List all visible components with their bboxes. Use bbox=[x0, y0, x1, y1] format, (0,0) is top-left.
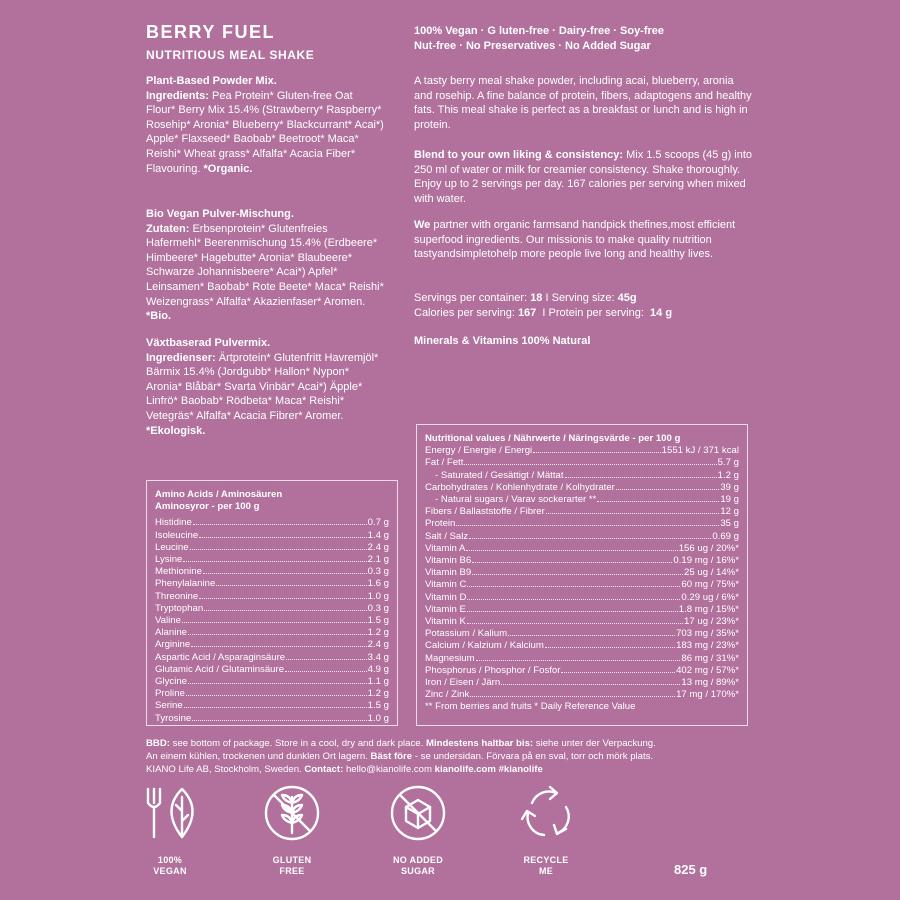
calories-value: 167 bbox=[517, 306, 537, 319]
nutrient-value: 0.29 ug / 6%* bbox=[681, 591, 739, 603]
nutrient-name: Protein bbox=[425, 518, 456, 530]
amino-value: 1.6 g bbox=[367, 578, 389, 590]
ingredients-label: Ingredienser: bbox=[146, 351, 216, 364]
nutrition-footnote: ** From berries and fruits * Daily Reference Value bbox=[425, 701, 636, 713]
amino-value: 2.4 g bbox=[367, 639, 389, 651]
nutrient-name: Magnesium bbox=[425, 652, 475, 664]
nutrient-value: 183 mg / 23%* bbox=[676, 640, 739, 652]
organic-note: *Organic. bbox=[203, 162, 253, 175]
net-weight: 825 g bbox=[674, 862, 708, 877]
mission-statement bbox=[414, 218, 754, 262]
contact-line: KIANO Life AB, Stockholm, Sweden. Contact: hello@kianolife.com kianolife.com #kianolife bbox=[146, 764, 543, 775]
ingredients-label: Ingredients: bbox=[146, 89, 209, 102]
nutrient-name: Vitamin K bbox=[425, 616, 466, 628]
nutrient-name: Iron / Eisen / Järn bbox=[425, 677, 501, 689]
amino-value: 1.5 g bbox=[367, 700, 389, 712]
badge-no-added-sugar bbox=[382, 783, 454, 877]
dot-leader bbox=[561, 671, 675, 673]
website: kianolife.com #kianolife bbox=[434, 764, 543, 775]
amino-title-1: Amino Acids / Aminosäuren bbox=[155, 489, 283, 500]
dot-leader bbox=[501, 683, 680, 685]
dot-leader bbox=[508, 634, 675, 636]
dot-leader bbox=[285, 670, 367, 672]
no-sugar-icon bbox=[382, 783, 454, 843]
ingredients-text: Pea Protein* Gluten-free Oat Flour* Berry Mix 15.4% (Strawberry* Raspberry* Rosehip* Aronia* Blueberry* Blackcurrant* Acai*) Apple* Flaxseed* Baobab* Beetroot* Maca* Reishi* Wheat grass* Alfalfa* Acacia Fiber* Flavouring. bbox=[146, 89, 384, 175]
nutrient-name: Calcium / Kalzium / Kalcium bbox=[425, 640, 544, 652]
dot-leader bbox=[470, 695, 675, 697]
dot-leader bbox=[533, 451, 660, 453]
dot-leader bbox=[204, 609, 366, 611]
amino-name: Threonine bbox=[155, 590, 199, 602]
claims-line-1: 100% Vegan · G luten-free · Dairy-free · Soy-free bbox=[414, 25, 665, 37]
amino-name: Proline bbox=[155, 688, 185, 700]
amino-name: Tyrosine bbox=[155, 712, 192, 724]
amino-row bbox=[155, 627, 389, 639]
nutrient-name: Vitamin B9 bbox=[425, 567, 472, 579]
amino-value: 2.4 g bbox=[367, 541, 389, 553]
nutrient-name: Vitamin A bbox=[425, 542, 466, 554]
dot-leader bbox=[467, 585, 680, 587]
amino-name: Serine bbox=[155, 700, 183, 712]
servings-count: 18 bbox=[530, 292, 543, 304]
nutrient-row bbox=[425, 628, 739, 640]
badge-gluten-free bbox=[256, 783, 328, 877]
ingredients-text: Erbsenprotein* Glutenfreies Hafermehl* Beerenmischung 15.4% (Erdbeere* Himbeere* Hagebutte* Aronia* Blaubeere* Schwarze Johannisbeere* Acai*) Apfel* Leinsamen* Baobab* Rote Beete* Maca* Reishi* Weizengrass* Alfalfa* Akazienfaser* Aromen. bbox=[146, 222, 384, 308]
nutrient-value: 0.19 mg / 16%* bbox=[673, 555, 739, 567]
nutrient-name: Fat / Fett bbox=[425, 457, 464, 469]
amino-value: 1.1 g bbox=[367, 676, 389, 688]
ingredients-label: Zutaten: bbox=[146, 222, 190, 235]
dot-leader bbox=[199, 597, 366, 599]
badge-vegan-label: 100% VEGAN bbox=[153, 855, 187, 876]
ingredients-text: Ärtprotein* Glutenfritt Havremjöl* Bärmix 15.4% (Jordgubb* Hallon* Nypon* Aronia* Blåbär* Svarta Vinbär* Acai*) Äpple* Linfrö* Baobab* Rödbeta* Maca* Reishi* Vetegräs* Alfalfa* Acacia Fibrer* Aromer. bbox=[146, 351, 379, 422]
product-description: A tasty berry meal shake powder, including acai, blueberry, aronia and rosehip. A fine balance of protein, fibers, adaptogens and healthy fats. This meal shake is perfect as a breakfast or lunch and is high in protein. bbox=[414, 75, 752, 131]
dot-leader bbox=[469, 537, 711, 539]
badge-recycle bbox=[510, 783, 582, 877]
dot-leader bbox=[476, 659, 681, 661]
amino-row bbox=[155, 615, 389, 627]
gluten-free-icon bbox=[256, 783, 328, 843]
dot-leader bbox=[472, 573, 683, 575]
nutrient-name: - Saturated / Gesättigt / Mättat bbox=[435, 469, 564, 481]
dot-leader bbox=[203, 572, 367, 574]
nutrient-row bbox=[425, 531, 739, 543]
ingredients-german-body bbox=[146, 222, 384, 324]
amino-row bbox=[155, 688, 389, 700]
blend-label: Blend to your own liking & consistency: bbox=[414, 149, 624, 161]
amino-value: 4.9 g bbox=[367, 663, 389, 675]
nutrient-name: Fibers / Ballaststoffe / Fibrer bbox=[425, 506, 545, 518]
nutrition-rows bbox=[425, 445, 739, 701]
protein-value: 14 g bbox=[650, 306, 673, 319]
amino-name: Phenylalanine bbox=[155, 578, 216, 590]
amino-row bbox=[155, 530, 389, 542]
serving-size: 45g bbox=[617, 292, 637, 304]
amino-row bbox=[155, 700, 389, 712]
amino-row bbox=[155, 652, 389, 664]
nutrient-name: Vitamin C bbox=[425, 579, 467, 591]
nutrient-value: 1.8 mg / 15%* bbox=[678, 603, 739, 615]
nutrient-row bbox=[425, 604, 739, 616]
nutrient-name: Potassium / Kalium bbox=[425, 628, 508, 640]
nutrient-value: 1.2 g bbox=[717, 469, 739, 481]
nutrient-row bbox=[425, 665, 739, 677]
ingredients-swedish-body bbox=[146, 351, 384, 439]
nutrient-value: 0.69 g bbox=[712, 530, 739, 542]
nutrient-name: Carbohydrates / Kohlenhydrate / Kolhydrater bbox=[425, 481, 615, 493]
nutrient-value: 13 mg / 89%* bbox=[681, 677, 739, 689]
amino-name: Methionine bbox=[155, 566, 202, 578]
nutrient-name: Salt / Salz bbox=[425, 530, 469, 542]
amino-row bbox=[155, 664, 389, 676]
dot-leader bbox=[286, 658, 367, 660]
dot-leader bbox=[467, 622, 683, 624]
nutrient-name: Phosphorus / Phosphor / Fosfor bbox=[425, 664, 561, 676]
amino-value: 1.2 g bbox=[367, 627, 389, 639]
partner-text: partner with organic farmsand handpick thefines,most efficient superfood ingredients. Our missionis to make quality nutrition tastyandsimpletohelp more people live long and healthy lives. bbox=[414, 219, 736, 261]
nutrient-value: 17 ug / 23%* bbox=[684, 616, 739, 628]
amino-value: 2.1 g bbox=[367, 554, 389, 566]
storage-line-2: An einem kühlen, trockenen und dunklen Ort lagern. Bäst före - se undersidan. Förvara på en sval, torr och mörk plats. bbox=[146, 751, 654, 762]
storage-info bbox=[146, 737, 746, 776]
nutrient-value: 35 g bbox=[720, 518, 739, 530]
dot-leader bbox=[188, 682, 367, 684]
dot-leader bbox=[199, 536, 366, 538]
amino-row bbox=[155, 517, 389, 529]
dot-leader bbox=[472, 561, 672, 563]
amino-value: 0.3 g bbox=[367, 602, 389, 614]
fork-leaf-icon bbox=[134, 783, 206, 843]
ingredients-english-heading: Plant-Based Powder Mix. bbox=[146, 75, 277, 87]
amino-row bbox=[155, 676, 389, 688]
amino-name: Arginine bbox=[155, 639, 191, 651]
nutrient-row bbox=[425, 640, 739, 652]
organic-note: *Ekologisk. bbox=[146, 424, 206, 437]
serving-info bbox=[414, 291, 754, 320]
nutrient-row bbox=[425, 543, 739, 555]
nutrition-table bbox=[416, 424, 748, 726]
partner-label: We bbox=[414, 219, 431, 231]
amino-value: 1.0 g bbox=[367, 590, 389, 602]
blend-instructions bbox=[414, 148, 754, 206]
ingredients-german-heading: Bio Vegan Pulver-Mischung. bbox=[146, 208, 294, 220]
amino-value: 1.2 g bbox=[367, 688, 389, 700]
nutrient-row bbox=[425, 689, 739, 701]
amino-row bbox=[155, 578, 389, 590]
blend-text: Mix 1.5 scoops (45 g) into 250 ml of water or milk for creamier consistency. Shake thoroughly. Enjoy up to 2 servings per day. 167 calories per serving when mixed with water. bbox=[414, 149, 753, 205]
dot-leader bbox=[184, 706, 367, 708]
dot-leader bbox=[183, 560, 366, 562]
nutrient-row bbox=[425, 470, 739, 482]
amino-name: Aspartic Acid / Asparaginsäure bbox=[155, 651, 286, 663]
dot-leader bbox=[467, 610, 678, 612]
amino-row bbox=[155, 639, 389, 651]
nutrient-row bbox=[425, 445, 739, 457]
amino-name: Glycine bbox=[155, 676, 187, 688]
dot-leader bbox=[545, 646, 675, 648]
dot-leader bbox=[565, 476, 717, 478]
nutrient-name: - Natural sugars / Varav sockerarter ** bbox=[435, 494, 597, 506]
amino-name: Tryptophan bbox=[155, 602, 204, 614]
amino-value: 1.4 g bbox=[367, 529, 389, 541]
dot-leader bbox=[182, 621, 367, 623]
amino-name: Histidine bbox=[155, 517, 192, 529]
nutrient-value: 5.7 g bbox=[717, 457, 739, 469]
amino-name: Leucine bbox=[155, 541, 189, 553]
amino-row bbox=[155, 591, 389, 603]
amino-value: 1.0 g bbox=[367, 712, 389, 724]
recycle-icon bbox=[510, 783, 582, 843]
amino-acid-table bbox=[146, 480, 398, 726]
dot-leader bbox=[216, 584, 366, 586]
amino-row bbox=[155, 566, 389, 578]
dot-leader bbox=[186, 694, 367, 696]
claims-line-2: Nut-free · No Preservatives · No Added Sugar bbox=[414, 39, 651, 52]
nutrient-name: Vitamin D bbox=[425, 591, 467, 603]
amino-row bbox=[155, 603, 389, 615]
dot-leader bbox=[190, 548, 367, 550]
dietary-claims bbox=[414, 24, 754, 53]
badge-vegan bbox=[134, 783, 206, 877]
nutrient-value: 402 mg / 57%* bbox=[676, 664, 739, 676]
nutrient-value: 25 ug / 14%* bbox=[684, 567, 739, 579]
nutrient-value: 1551 kJ / 371 kcal bbox=[661, 445, 739, 457]
badge-recycle-label: RECYCLE ME bbox=[523, 855, 569, 876]
nutrient-value: 60 mg / 75%* bbox=[681, 579, 739, 591]
dot-leader bbox=[456, 524, 719, 526]
nutrient-row bbox=[425, 506, 739, 518]
ingredients-swedish bbox=[146, 336, 384, 438]
nutrient-row bbox=[425, 616, 739, 628]
amino-row bbox=[155, 542, 389, 554]
product-title: BERRY FUEL bbox=[146, 22, 276, 42]
serving-line-2: Calories per serving: 167 I Protein per serving: 14 g bbox=[414, 306, 673, 319]
nutrient-row bbox=[425, 457, 739, 469]
badge-no-added-sugar-label: NO ADDED SUGAR bbox=[392, 855, 444, 876]
ingredients-german bbox=[146, 207, 384, 324]
badge-gluten-free-label: GLUTEN FREE bbox=[272, 855, 312, 876]
amino-name: Glutamic Acid / Glutaminsäure bbox=[155, 663, 285, 675]
nutrient-row bbox=[425, 555, 739, 567]
ingredients-english bbox=[146, 74, 384, 176]
nutrient-name: Zinc / Zink bbox=[425, 689, 470, 701]
dot-leader bbox=[192, 719, 366, 721]
amino-rows bbox=[155, 517, 389, 724]
ingredients-english-body bbox=[146, 89, 384, 177]
dot-leader bbox=[193, 523, 367, 525]
nutrient-name: Energy / Energie / Energi bbox=[425, 445, 533, 457]
nutrient-name: Vitamin E bbox=[425, 603, 466, 615]
nutrient-row bbox=[425, 677, 739, 689]
nutrient-value: 39 g bbox=[720, 481, 739, 493]
nutrient-row bbox=[425, 482, 739, 494]
minerals-claim: Minerals & Vitamins 100% Natural bbox=[414, 335, 591, 347]
ingredients-swedish-heading: Växtbaserad Pulvermix. bbox=[146, 337, 271, 349]
nutrient-value: 156 ug / 20%* bbox=[678, 542, 739, 554]
nutrient-value: 17 mg / 170%* bbox=[676, 689, 739, 701]
amino-value: 1.5 g bbox=[367, 615, 389, 627]
nutrient-value: 19 g bbox=[720, 494, 739, 506]
amino-title-2: Aminosyror - per 100 g bbox=[155, 501, 260, 513]
organic-note: *Bio. bbox=[146, 310, 172, 323]
dot-leader bbox=[616, 488, 719, 490]
product-subtitle: NUTRITIOUS MEAL SHAKE bbox=[146, 48, 315, 62]
amino-name: Alanine bbox=[155, 627, 188, 639]
amino-row bbox=[155, 554, 389, 566]
amino-value: 3.4 g bbox=[367, 651, 389, 663]
dot-leader bbox=[464, 463, 716, 465]
nutrient-value: 703 mg / 35%* bbox=[676, 628, 739, 640]
dot-leader bbox=[546, 512, 720, 514]
dot-leader bbox=[467, 598, 680, 600]
dot-leader bbox=[597, 500, 719, 502]
amino-name: Valine bbox=[155, 615, 181, 627]
amino-name: Lysine bbox=[155, 554, 183, 566]
nutrient-value: 12 g bbox=[720, 506, 739, 518]
amino-row bbox=[155, 713, 389, 725]
nutrient-name: Vitamin B6 bbox=[425, 555, 472, 567]
nutrient-row bbox=[425, 592, 739, 604]
nutrient-value: 86 mg / 31%* bbox=[681, 652, 739, 664]
dot-leader bbox=[466, 549, 677, 551]
nutrient-row bbox=[425, 579, 739, 591]
nutrient-row bbox=[425, 518, 739, 530]
amino-name: Isoleucine bbox=[155, 529, 199, 541]
amino-value: 0.7 g bbox=[367, 517, 389, 529]
dot-leader bbox=[191, 645, 366, 647]
amino-value: 0.3 g bbox=[367, 566, 389, 578]
nutrient-row bbox=[425, 567, 739, 579]
serving-line-1: Servings per container: 18 I Serving size: 45g bbox=[414, 292, 637, 304]
nutrition-title: Nutritional values / Nährwerte / Näringsvärde - per 100 g bbox=[425, 433, 681, 444]
nutrient-row bbox=[425, 653, 739, 665]
storage-line-1: BBD: see bottom of package. Store in a cool, dry and dark place. Mindestens haltbar bis: siehe unter der Verpackung. bbox=[146, 738, 656, 749]
dot-leader bbox=[188, 633, 367, 635]
nutrient-row bbox=[425, 494, 739, 506]
